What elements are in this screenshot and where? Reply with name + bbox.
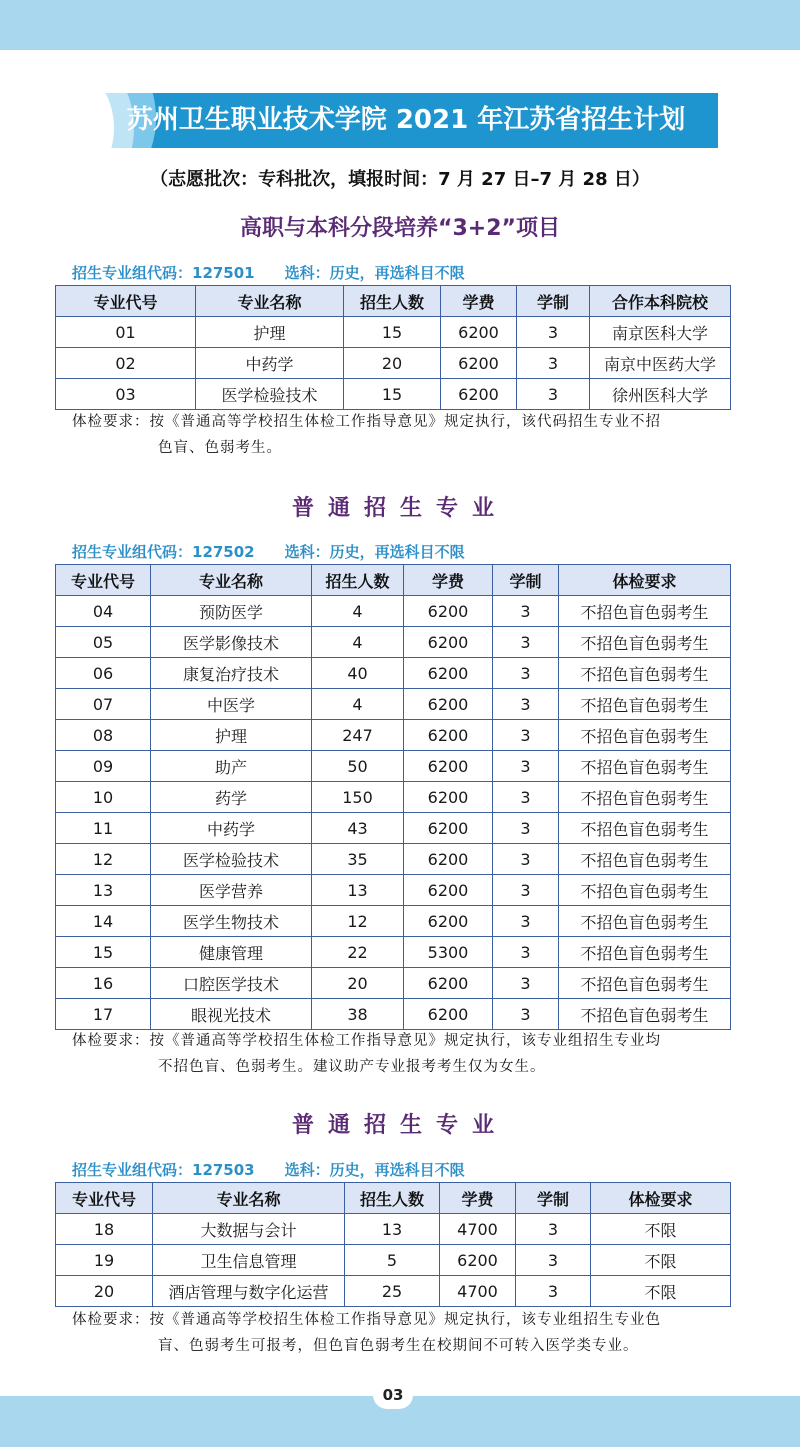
table-cell: 不限 bbox=[591, 1276, 731, 1307]
table-cell: 3 bbox=[493, 658, 559, 689]
table-cell: 不招色盲色弱考生 bbox=[559, 999, 731, 1030]
table-row bbox=[56, 596, 731, 627]
group-code-line bbox=[72, 1159, 465, 1180]
table-cell: 3 bbox=[516, 1245, 591, 1276]
note-line: 色盲、色弱考生。 bbox=[158, 440, 282, 456]
table-cell: 不招色盲色弱考生 bbox=[559, 751, 731, 782]
table-cell: 3 bbox=[517, 317, 590, 348]
table-cell: 3 bbox=[493, 782, 559, 813]
table-cell: 3 bbox=[516, 1276, 591, 1307]
title-banner bbox=[66, 93, 718, 148]
section-title-3plus2: 高职与本科分段培养“3+2”项目 bbox=[240, 216, 560, 241]
table-cell: 不限 bbox=[591, 1214, 731, 1245]
column-header: 体检要求 bbox=[591, 1183, 731, 1214]
table-cell: 医学检验技术 bbox=[151, 844, 312, 875]
table-cell: 卫生信息管理 bbox=[153, 1245, 345, 1276]
column-header: 合作本科院校 bbox=[590, 286, 731, 317]
table-cell: 不招色盲色弱考生 bbox=[559, 782, 731, 813]
table-cell: 不招色盲色弱考生 bbox=[559, 627, 731, 658]
table-row bbox=[56, 906, 731, 937]
table-cell: 6200 bbox=[440, 1245, 516, 1276]
table-cell: 护理 bbox=[151, 720, 312, 751]
table-cell: 6200 bbox=[404, 968, 493, 999]
table-row bbox=[56, 968, 731, 999]
table-cell: 22 bbox=[312, 937, 404, 968]
table-cell: 14 bbox=[56, 906, 151, 937]
table-cell: 3 bbox=[493, 813, 559, 844]
table-cell: 不招色盲色弱考生 bbox=[559, 906, 731, 937]
table-cell: 6200 bbox=[404, 844, 493, 875]
table-cell: 南京医科大学 bbox=[590, 317, 731, 348]
table-cell: 3 bbox=[493, 968, 559, 999]
table-cell: 25 bbox=[345, 1276, 440, 1307]
table-row bbox=[56, 1214, 731, 1245]
table-cell: 3 bbox=[493, 627, 559, 658]
table-cell: 13 bbox=[56, 875, 151, 906]
table-cell: 6200 bbox=[404, 999, 493, 1030]
table-cell: 不招色盲色弱考生 bbox=[559, 720, 731, 751]
table-cell: 6200 bbox=[404, 813, 493, 844]
table-cell: 6200 bbox=[441, 379, 517, 410]
table-cell: 3 bbox=[493, 999, 559, 1030]
table-cell: 43 bbox=[312, 813, 404, 844]
column-header: 招生人数 bbox=[344, 286, 441, 317]
table-cell: 医学生物技术 bbox=[151, 906, 312, 937]
group-code: 招生专业组代码：127501 bbox=[72, 264, 255, 282]
table-cell: 助产 bbox=[151, 751, 312, 782]
table-cell: 预防医学 bbox=[151, 596, 312, 627]
table-cell: 3 bbox=[493, 937, 559, 968]
table-cell: 17 bbox=[56, 999, 151, 1030]
column-header: 专业代号 bbox=[56, 565, 151, 596]
table-row bbox=[56, 720, 731, 751]
table-cell: 健康管理 bbox=[151, 937, 312, 968]
page-subtitle: （志愿批次：专科批次，填报时间：7 月 27 日–7 月 28 日） bbox=[150, 169, 650, 190]
table-cell: 15 bbox=[344, 379, 441, 410]
table-cell: 康复治疗技术 bbox=[151, 658, 312, 689]
note-line: 体检要求：按《普通高等学校招生体检工作指导意见》规定执行，该专业组招生专业色 bbox=[72, 1312, 661, 1328]
physical-exam-note bbox=[72, 1028, 732, 1080]
table-cell: 不招色盲色弱考生 bbox=[559, 658, 731, 689]
table-cell: 5 bbox=[345, 1245, 440, 1276]
subject-requirement: 选科：历史，再选科目不限 bbox=[284, 543, 465, 561]
table-cell: 药学 bbox=[151, 782, 312, 813]
table-cell: 02 bbox=[56, 348, 196, 379]
table-cell: 3 bbox=[493, 689, 559, 720]
table-cell: 4 bbox=[312, 689, 404, 720]
column-header: 专业名称 bbox=[151, 565, 312, 596]
table-cell: 4700 bbox=[440, 1276, 516, 1307]
table-cell: 18 bbox=[56, 1214, 153, 1245]
section-title-regular-1: 普通招生专业 bbox=[291, 496, 508, 521]
physical-exam-note bbox=[72, 409, 732, 461]
table-cell: 5300 bbox=[404, 937, 493, 968]
table-row bbox=[56, 1276, 731, 1307]
table-cell: 3 bbox=[493, 596, 559, 627]
table-cell: 6200 bbox=[404, 658, 493, 689]
table-cell: 4 bbox=[312, 627, 404, 658]
table-section1 bbox=[55, 285, 731, 410]
table-cell: 护理 bbox=[196, 317, 344, 348]
table-cell: 07 bbox=[56, 689, 151, 720]
table-cell: 中药学 bbox=[196, 348, 344, 379]
table-cell: 不招色盲色弱考生 bbox=[559, 596, 731, 627]
table-header-row bbox=[56, 565, 731, 596]
table-cell: 09 bbox=[56, 751, 151, 782]
table-cell: 医学检验技术 bbox=[196, 379, 344, 410]
table-cell: 3 bbox=[516, 1214, 591, 1245]
table-cell: 40 bbox=[312, 658, 404, 689]
table-cell: 6200 bbox=[404, 627, 493, 658]
table-row bbox=[56, 1245, 731, 1276]
table-cell: 35 bbox=[312, 844, 404, 875]
note-line: 体检要求：按《普通高等学校招生体检工作指导意见》规定执行，该代码招生专业不招 bbox=[72, 414, 661, 430]
table-cell: 06 bbox=[56, 658, 151, 689]
table-cell: 247 bbox=[312, 720, 404, 751]
table-row bbox=[56, 317, 731, 348]
table-header-row bbox=[56, 1183, 731, 1214]
table-cell: 38 bbox=[312, 999, 404, 1030]
table-cell: 6200 bbox=[404, 720, 493, 751]
column-header: 专业名称 bbox=[153, 1183, 345, 1214]
table-row bbox=[56, 751, 731, 782]
table-cell: 6200 bbox=[441, 348, 517, 379]
table-cell: 6200 bbox=[404, 751, 493, 782]
table-cell: 不限 bbox=[591, 1245, 731, 1276]
table-cell: 13 bbox=[312, 875, 404, 906]
table-cell: 4700 bbox=[440, 1214, 516, 1245]
table-cell: 南京中医药大学 bbox=[590, 348, 731, 379]
table-cell: 3 bbox=[493, 844, 559, 875]
table-cell: 6200 bbox=[404, 596, 493, 627]
table-cell: 12 bbox=[312, 906, 404, 937]
table-cell: 6200 bbox=[404, 875, 493, 906]
table-row bbox=[56, 627, 731, 658]
top-band bbox=[0, 0, 800, 50]
group-code-line bbox=[72, 262, 465, 283]
table-cell: 3 bbox=[493, 875, 559, 906]
table-cell: 中药学 bbox=[151, 813, 312, 844]
note-line: 盲、色弱考生可报考，但色盲色弱考生在校期间不可转入医学类专业。 bbox=[158, 1338, 639, 1354]
column-header: 学制 bbox=[516, 1183, 591, 1214]
table-cell: 11 bbox=[56, 813, 151, 844]
table-cell: 不招色盲色弱考生 bbox=[559, 875, 731, 906]
table-cell: 6200 bbox=[404, 906, 493, 937]
section-title-regular-2: 普通招生专业 bbox=[291, 1113, 508, 1138]
table-section2 bbox=[55, 564, 731, 1030]
table-row bbox=[56, 875, 731, 906]
column-header: 学制 bbox=[493, 565, 559, 596]
table-section3 bbox=[55, 1182, 731, 1307]
note-line: 体检要求：按《普通高等学校招生体检工作指导意见》规定执行，该专业组招生专业均 bbox=[72, 1033, 661, 1049]
table-row bbox=[56, 348, 731, 379]
table-cell: 01 bbox=[56, 317, 196, 348]
table-cell: 05 bbox=[56, 627, 151, 658]
table-row bbox=[56, 689, 731, 720]
page-number: 03 bbox=[373, 1381, 413, 1409]
table-cell: 6200 bbox=[404, 689, 493, 720]
table-cell: 不招色盲色弱考生 bbox=[559, 937, 731, 968]
table-cell: 3 bbox=[493, 751, 559, 782]
table-cell: 12 bbox=[56, 844, 151, 875]
table-header-row bbox=[56, 286, 731, 317]
subject-requirement: 选科：历史，再选科目不限 bbox=[284, 264, 465, 282]
table-cell: 不招色盲色弱考生 bbox=[559, 844, 731, 875]
table-cell: 3 bbox=[517, 348, 590, 379]
column-header: 招生人数 bbox=[345, 1183, 440, 1214]
column-header: 专业代号 bbox=[56, 286, 196, 317]
table-cell: 不招色盲色弱考生 bbox=[559, 813, 731, 844]
table-row bbox=[56, 658, 731, 689]
group-code-line bbox=[72, 541, 465, 562]
table-cell: 10 bbox=[56, 782, 151, 813]
table-cell: 15 bbox=[344, 317, 441, 348]
table-cell: 6200 bbox=[404, 782, 493, 813]
table-cell: 徐州医科大学 bbox=[590, 379, 731, 410]
column-header: 招生人数 bbox=[312, 565, 404, 596]
table-cell: 13 bbox=[345, 1214, 440, 1245]
table-cell: 50 bbox=[312, 751, 404, 782]
table-row bbox=[56, 844, 731, 875]
table-row bbox=[56, 999, 731, 1030]
table-cell: 眼视光技术 bbox=[151, 999, 312, 1030]
column-header: 学费 bbox=[440, 1183, 516, 1214]
table-cell: 15 bbox=[56, 937, 151, 968]
group-code: 招生专业组代码：127503 bbox=[72, 1161, 255, 1179]
table-cell: 150 bbox=[312, 782, 404, 813]
table-cell: 04 bbox=[56, 596, 151, 627]
note-line: 不招色盲、色弱考生。建议助产专业报考考生仅为女生。 bbox=[158, 1059, 546, 1075]
table-cell: 20 bbox=[312, 968, 404, 999]
column-header: 专业名称 bbox=[196, 286, 344, 317]
group-code: 招生专业组代码：127502 bbox=[72, 543, 255, 561]
table-row bbox=[56, 782, 731, 813]
table-cell: 08 bbox=[56, 720, 151, 751]
table-cell: 医学营养 bbox=[151, 875, 312, 906]
table-cell: 20 bbox=[56, 1276, 153, 1307]
table-cell: 20 bbox=[344, 348, 441, 379]
table-cell: 3 bbox=[517, 379, 590, 410]
page-title: 苏州卫生职业技术学院 2021 年江苏省招生计划 bbox=[126, 105, 686, 135]
column-header: 体检要求 bbox=[559, 565, 731, 596]
column-header: 学费 bbox=[404, 565, 493, 596]
column-header: 专业代号 bbox=[56, 1183, 153, 1214]
table-cell: 4 bbox=[312, 596, 404, 627]
table-row bbox=[56, 813, 731, 844]
table-cell: 酒店管理与数字化运营 bbox=[153, 1276, 345, 1307]
table-cell: 不招色盲色弱考生 bbox=[559, 689, 731, 720]
table-cell: 16 bbox=[56, 968, 151, 999]
table-cell: 中医学 bbox=[151, 689, 312, 720]
table-cell: 03 bbox=[56, 379, 196, 410]
table-cell: 3 bbox=[493, 720, 559, 751]
column-header: 学费 bbox=[441, 286, 517, 317]
table-cell: 医学影像技术 bbox=[151, 627, 312, 658]
column-header: 学制 bbox=[517, 286, 590, 317]
subject-requirement: 选科：历史，再选科目不限 bbox=[284, 1161, 465, 1179]
table-cell: 19 bbox=[56, 1245, 153, 1276]
table-cell: 6200 bbox=[441, 317, 517, 348]
table-cell: 不招色盲色弱考生 bbox=[559, 968, 731, 999]
table-row bbox=[56, 937, 731, 968]
table-cell: 口腔医学技术 bbox=[151, 968, 312, 999]
table-row bbox=[56, 379, 731, 410]
table-cell: 大数据与会计 bbox=[153, 1214, 345, 1245]
physical-exam-note bbox=[72, 1307, 732, 1359]
table-cell: 3 bbox=[493, 906, 559, 937]
